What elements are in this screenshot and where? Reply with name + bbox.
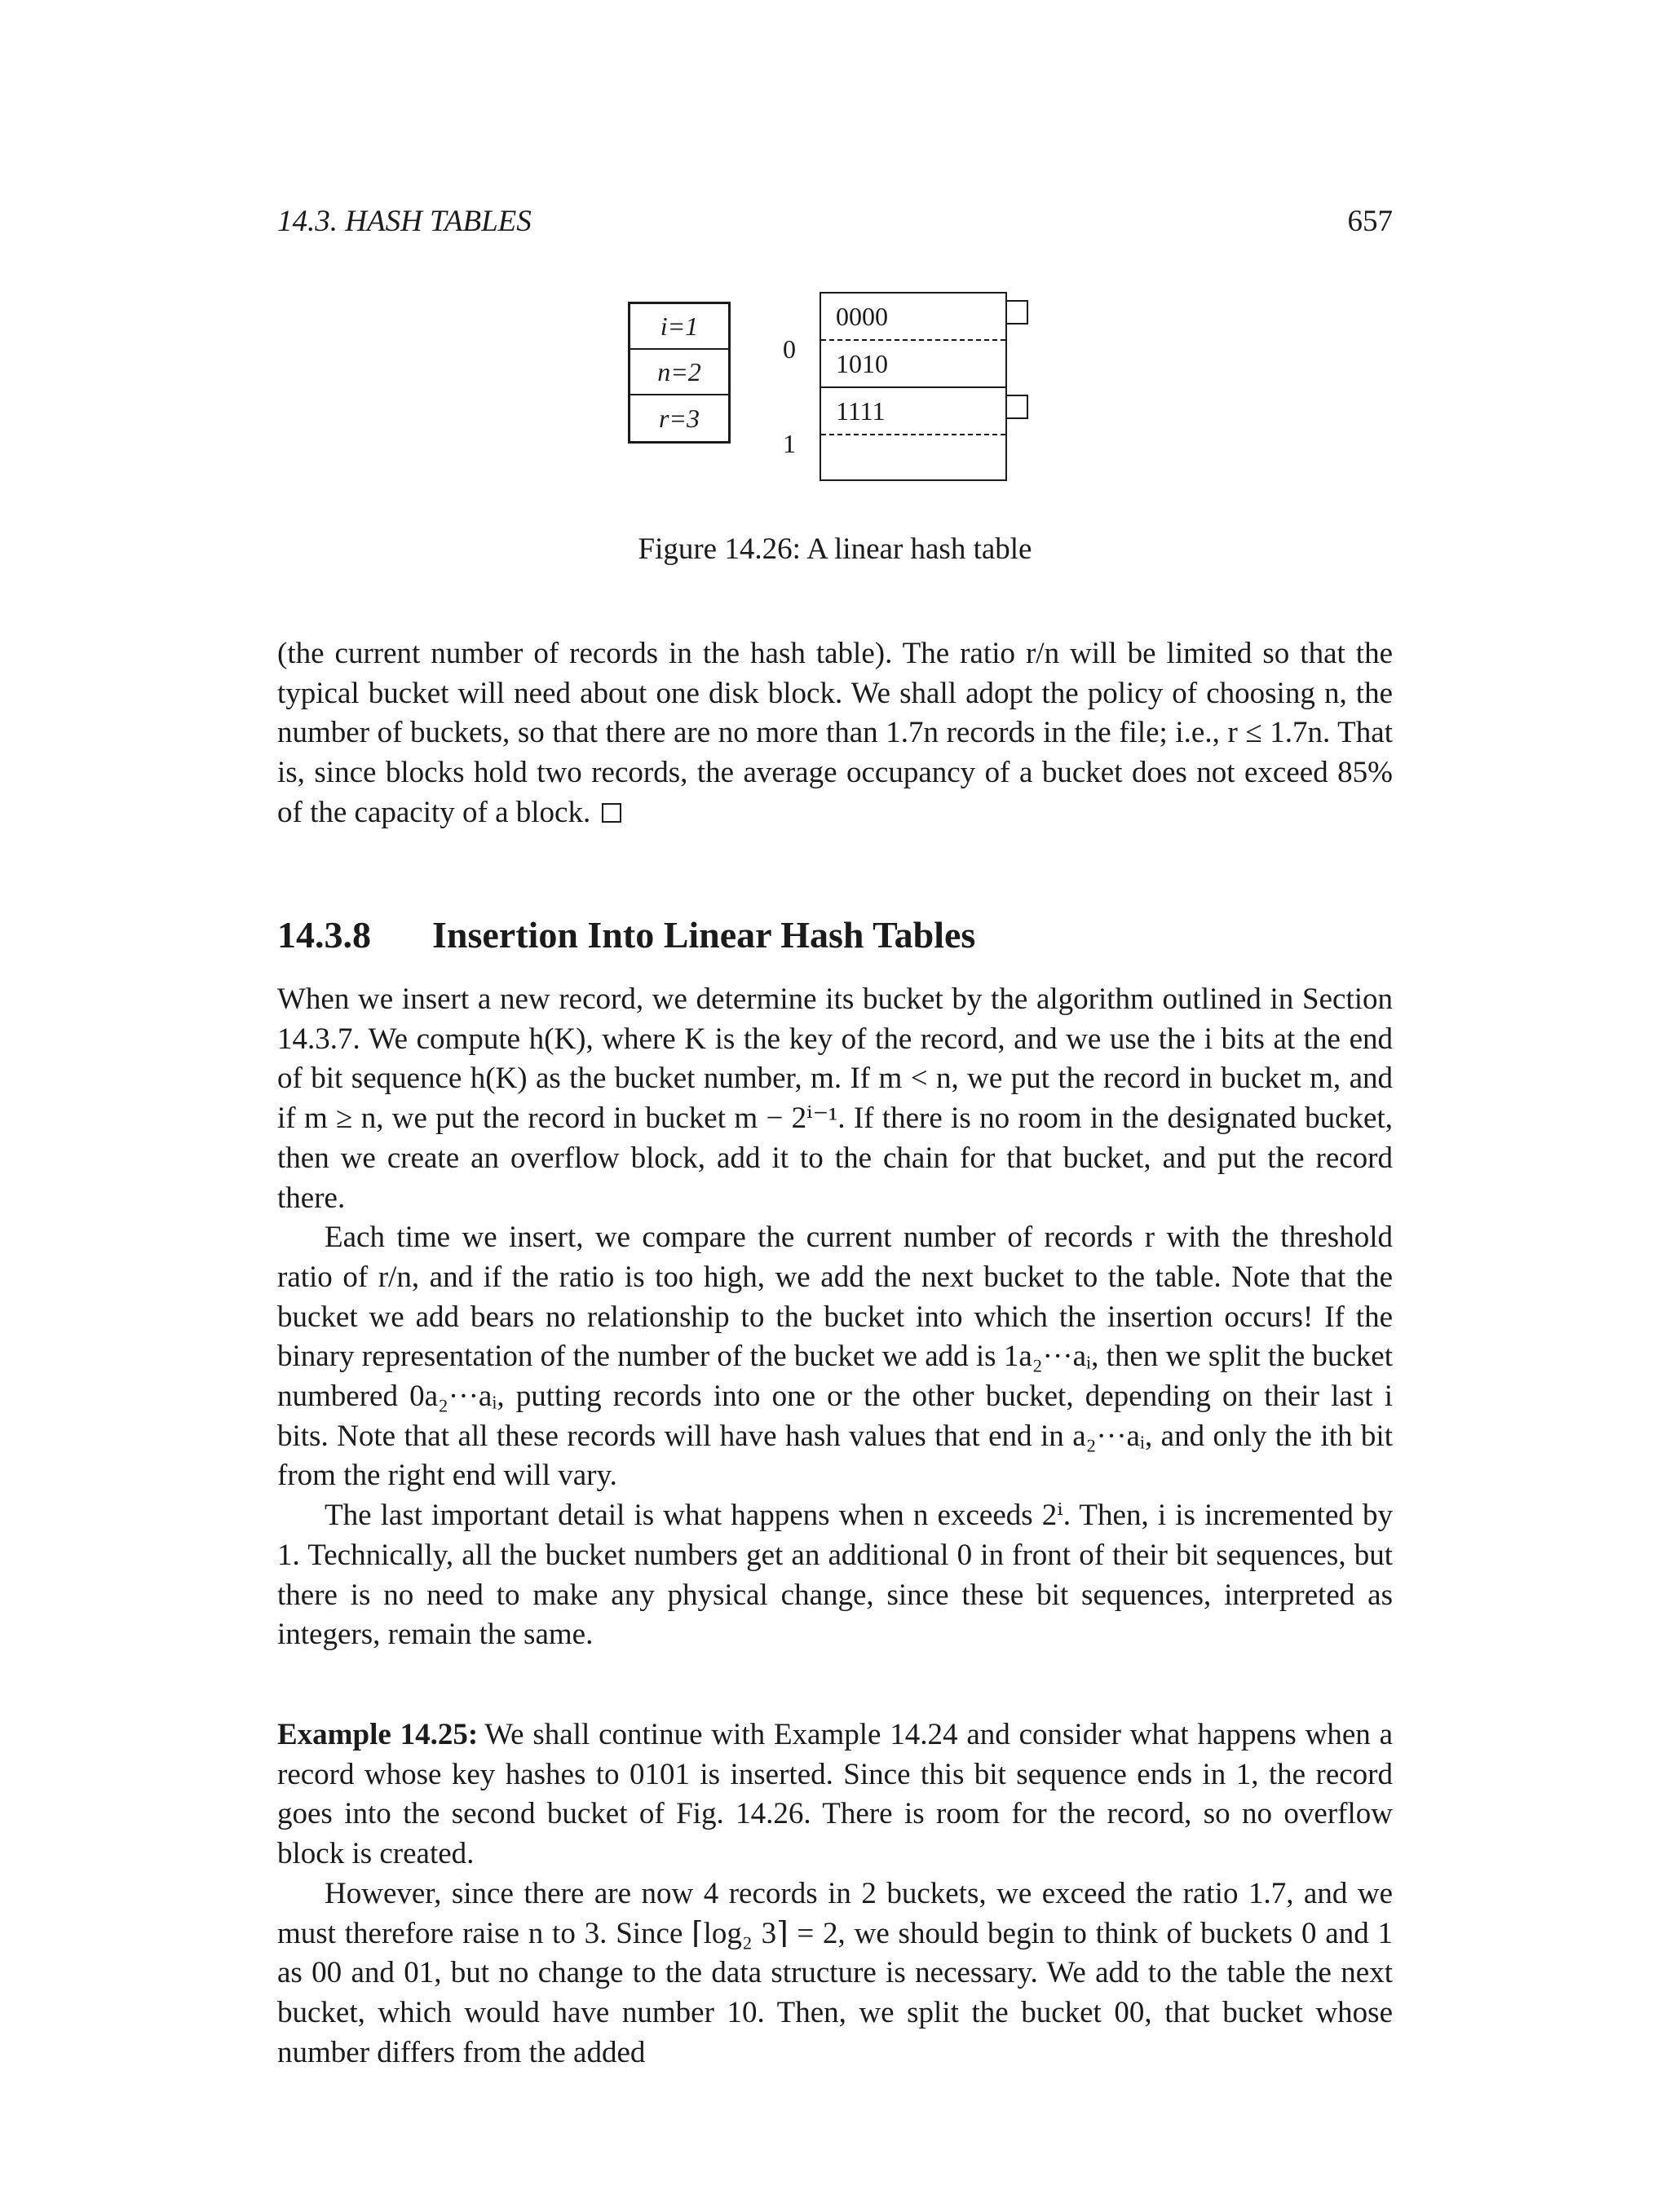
running-head: 14.3. HASH TABLES <box>277 205 532 238</box>
page-number: 657 <box>1347 205 1393 238</box>
section-heading <box>277 913 975 956</box>
example-heading: Example 14.25: <box>277 1718 479 1751</box>
body-paragraph: The last important detail is what happens when n exceeds 2ⁱ. Then, i is incremented by 1. Technically, all the bucket numbers get an additional 0 in front of their bit sequences, but there is no need to make any physical change, since these bit sequences, interpreted as integers, remain the same. <box>277 1499 1393 1652</box>
linear-hash-table-figure <box>620 292 1076 496</box>
record-divider <box>821 434 1005 435</box>
bucket-0-overflow-pointer <box>1007 300 1028 325</box>
end-of-example-icon <box>602 803 621 823</box>
bucket-record: 1010 <box>836 348 888 378</box>
body-paragraph: (the current number of records in the hash table). The ratio r/n will be limited so that the typical bucket will need about one disk block. We shall adopt the policy of choosing n, the number of buckets, so that there are no more than 1.7n records in the file; i.e., r ≤ 1.7n. That is, since blocks hold two records, the average occupancy of a bucket does not exceed 85% of the capacity of a block. <box>277 637 1393 829</box>
parameter-i: i=1 <box>630 304 728 350</box>
bucket-record: 0000 <box>836 301 888 331</box>
figure-caption: Figure 14.26: A linear hash table <box>638 532 1032 566</box>
hash-parameter-box <box>628 302 731 444</box>
bucket-record: 1111 <box>836 395 886 426</box>
section-body <box>277 980 1393 1655</box>
section-number: 14.3.8 <box>277 914 371 956</box>
body-paragraph: When we insert a new record, we determine its bucket by the algorithm outlined in Section 14.3.7. We compute h(K), where K is the key of the record, and we use the i bits at the end of bit sequence h(K) as the bucket number, m. If m < n, we put the record in bucket m, and if m ≥ n, we put the record in bucket m − 2ⁱ⁻¹. If there is no room in the designated bucket, then we create an overflow block, add it to the chain for that bucket, and put the record there. <box>277 982 1393 1215</box>
bucket-0 <box>820 292 1007 388</box>
intro-paragraph-block <box>277 634 1393 833</box>
bucket-1-label: 1 <box>783 429 796 458</box>
bucket-0-label: 0 <box>783 334 796 364</box>
bucket-1-overflow-pointer <box>1007 395 1028 419</box>
example-block <box>277 1715 1393 2073</box>
body-paragraph: However, since there are now 4 records in 2 buckets, we exceed the ratio 1.7, and we must therefore raise n to 3. Since ⌈log₂ 3⌉ = 2, we should begin to think of buckets 0 and 1 as 00 and 01, but no change to the data structure is necessary. We add to the table the next bucket, which would have number 10. Then, we split the bucket 00, that bucket whose number differs from the added <box>277 1876 1393 2069</box>
body-paragraph: Each time we insert, we compare the current number of records r with the threshold ratio of r/n, and if the ratio is too high, we add the next bucket to the table. Note that the bucket we add bears no relationship to the bucket into which the insertion occurs! If the binary representation of the number of the bucket we add is 1a₂···aᵢ, then we split the bucket numbered 0a₂···aᵢ, putting records into one or the other bucket, depending on their last i bits. Note that all these records will have hash values that end in a₂···aᵢ, and only the ith bit from the right end will vary. <box>277 1221 1393 1493</box>
parameter-n: n=2 <box>630 350 728 395</box>
parameter-r: r=3 <box>658 403 700 433</box>
bucket-1 <box>820 386 1007 481</box>
section-title: Insertion Into Linear Hash Tables <box>432 914 976 956</box>
example-text: We shall continue with Example 14.24 and consider what happens when a record whose key hashes to 0101 is inserted. Since this bit sequence ends in 1, the record goes into the second bucket of Fig. 14.26. There is room for the record, so no overflow block is created. <box>277 1718 1393 1871</box>
